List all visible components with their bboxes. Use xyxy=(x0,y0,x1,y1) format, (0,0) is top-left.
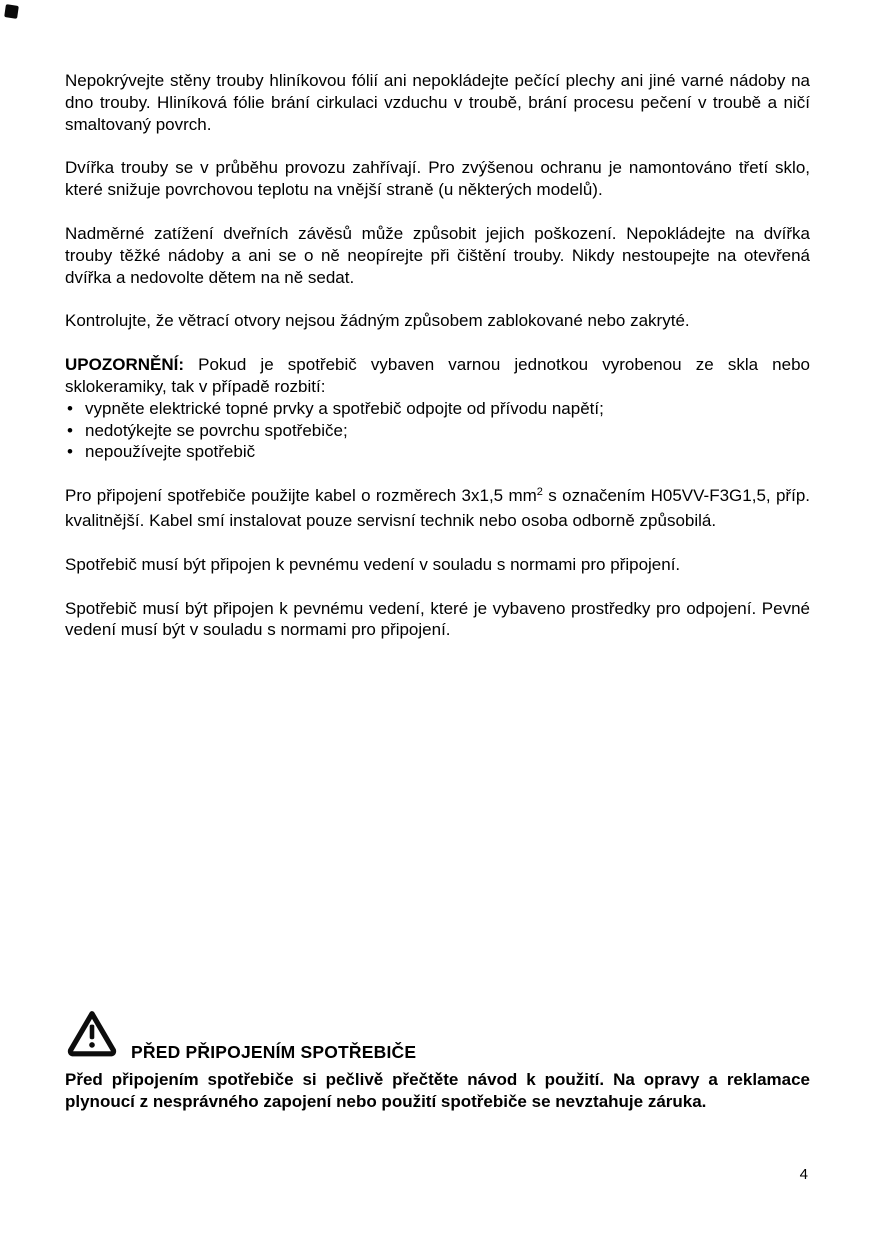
warning-section-heading: PŘED PŘIPOJENÍM SPOTŘEBIČE xyxy=(131,1042,417,1063)
paragraph-warning-glass xyxy=(65,354,810,398)
list-item-text: nedotýkejte se povrchu spotřebiče; xyxy=(85,420,348,440)
superscript-2: 2 xyxy=(536,486,543,499)
paragraph-oven-door-heat: Dvířka trouby se v průběhu provozu zahřívají. Pro zvýšenou ochranu je namontováno třetí sklo, které snižuje povrchovou teplotu na vnější straně (u některých modelů). xyxy=(65,158,810,200)
cable-text-end: s označením H05VV-F3G1,5, příp. kvalitnější. Kabel smí instalovat pouze servisní technik nebo osoba odborně způsobilá. xyxy=(65,486,810,530)
paragraph-fixed-wiring: Spotřebič musí být připojen k pevnému vedení v souladu s normami pro připojení. xyxy=(65,554,681,574)
list-item xyxy=(65,398,810,420)
paragraph-cable-spec xyxy=(65,485,810,532)
list-item-text: nepoužívejte spotřebič xyxy=(85,442,256,462)
scan-artifact-mark xyxy=(4,4,19,19)
list-item xyxy=(65,420,810,442)
list-item-text: vypněte elektrické topné prvky a spotřebič odpojte od přívodu napětí; xyxy=(85,398,604,418)
paragraph-door-hinges: Nadměrné zatížení dveřních závěsů může způsobit jejich poškození. Nepokládejte na dvířka trouby těžké nádoby a ani se o ně neopírejte při čištění trouby. Nikdy nestoupejte na otevřená dvířka a nedovolte dětem na ně sedat. xyxy=(65,223,810,287)
cable-text-start: Pro připojení spotřebiče použijte kabel o rozměrech 3x1,5 mm xyxy=(65,486,537,506)
list-item xyxy=(65,441,810,463)
paragraph-disconnect-means: Spotřebič musí být připojen k pevnému vedení, které je vybaveno prostředky pro odpojení. Pevné vedení musí být v souladu s normami pro připojení. xyxy=(65,598,810,640)
paragraph-oven-foil: Nepokrývejte stěny trouby hliníkovou fólií ani nepokládejte pečící plechy ani jiné varné nádoby na dno trouby. Hliníková fólie brání cirkulaci vzduchu v troubě, brání procesu pečení v troubě a ničí smaltovaný povrch. xyxy=(65,71,810,134)
paragraph-vents: Kontrolujte, že větrací otvory nejsou žádným způsobem zablokované nebo zakryté. xyxy=(65,311,690,331)
bullet-icon: • xyxy=(67,442,73,462)
warning-bullet-list xyxy=(65,398,810,463)
blank-space xyxy=(65,641,810,1009)
page-number: 4 xyxy=(799,1166,808,1184)
warning-label: UPOZORNĚNÍ: xyxy=(65,355,184,375)
warning-section-header xyxy=(67,1009,810,1065)
bullet-icon: • xyxy=(67,420,73,440)
warning-text: Pokud je spotřebič vybaven varnou jednotkou vyrobenou ze skla nebo sklokeramiky, tak v případě rozbití: xyxy=(65,355,810,396)
warning-triangle-icon xyxy=(67,1009,117,1065)
warning-section-body: Před připojením spotřebiče si pečlivě přečtěte návod k použití. Na opravy a reklamace plynoucí z nesprávného zapojení nebo použití spotřebiče se nevztahuje záruka. xyxy=(65,1069,810,1111)
bullet-icon: • xyxy=(67,398,73,418)
